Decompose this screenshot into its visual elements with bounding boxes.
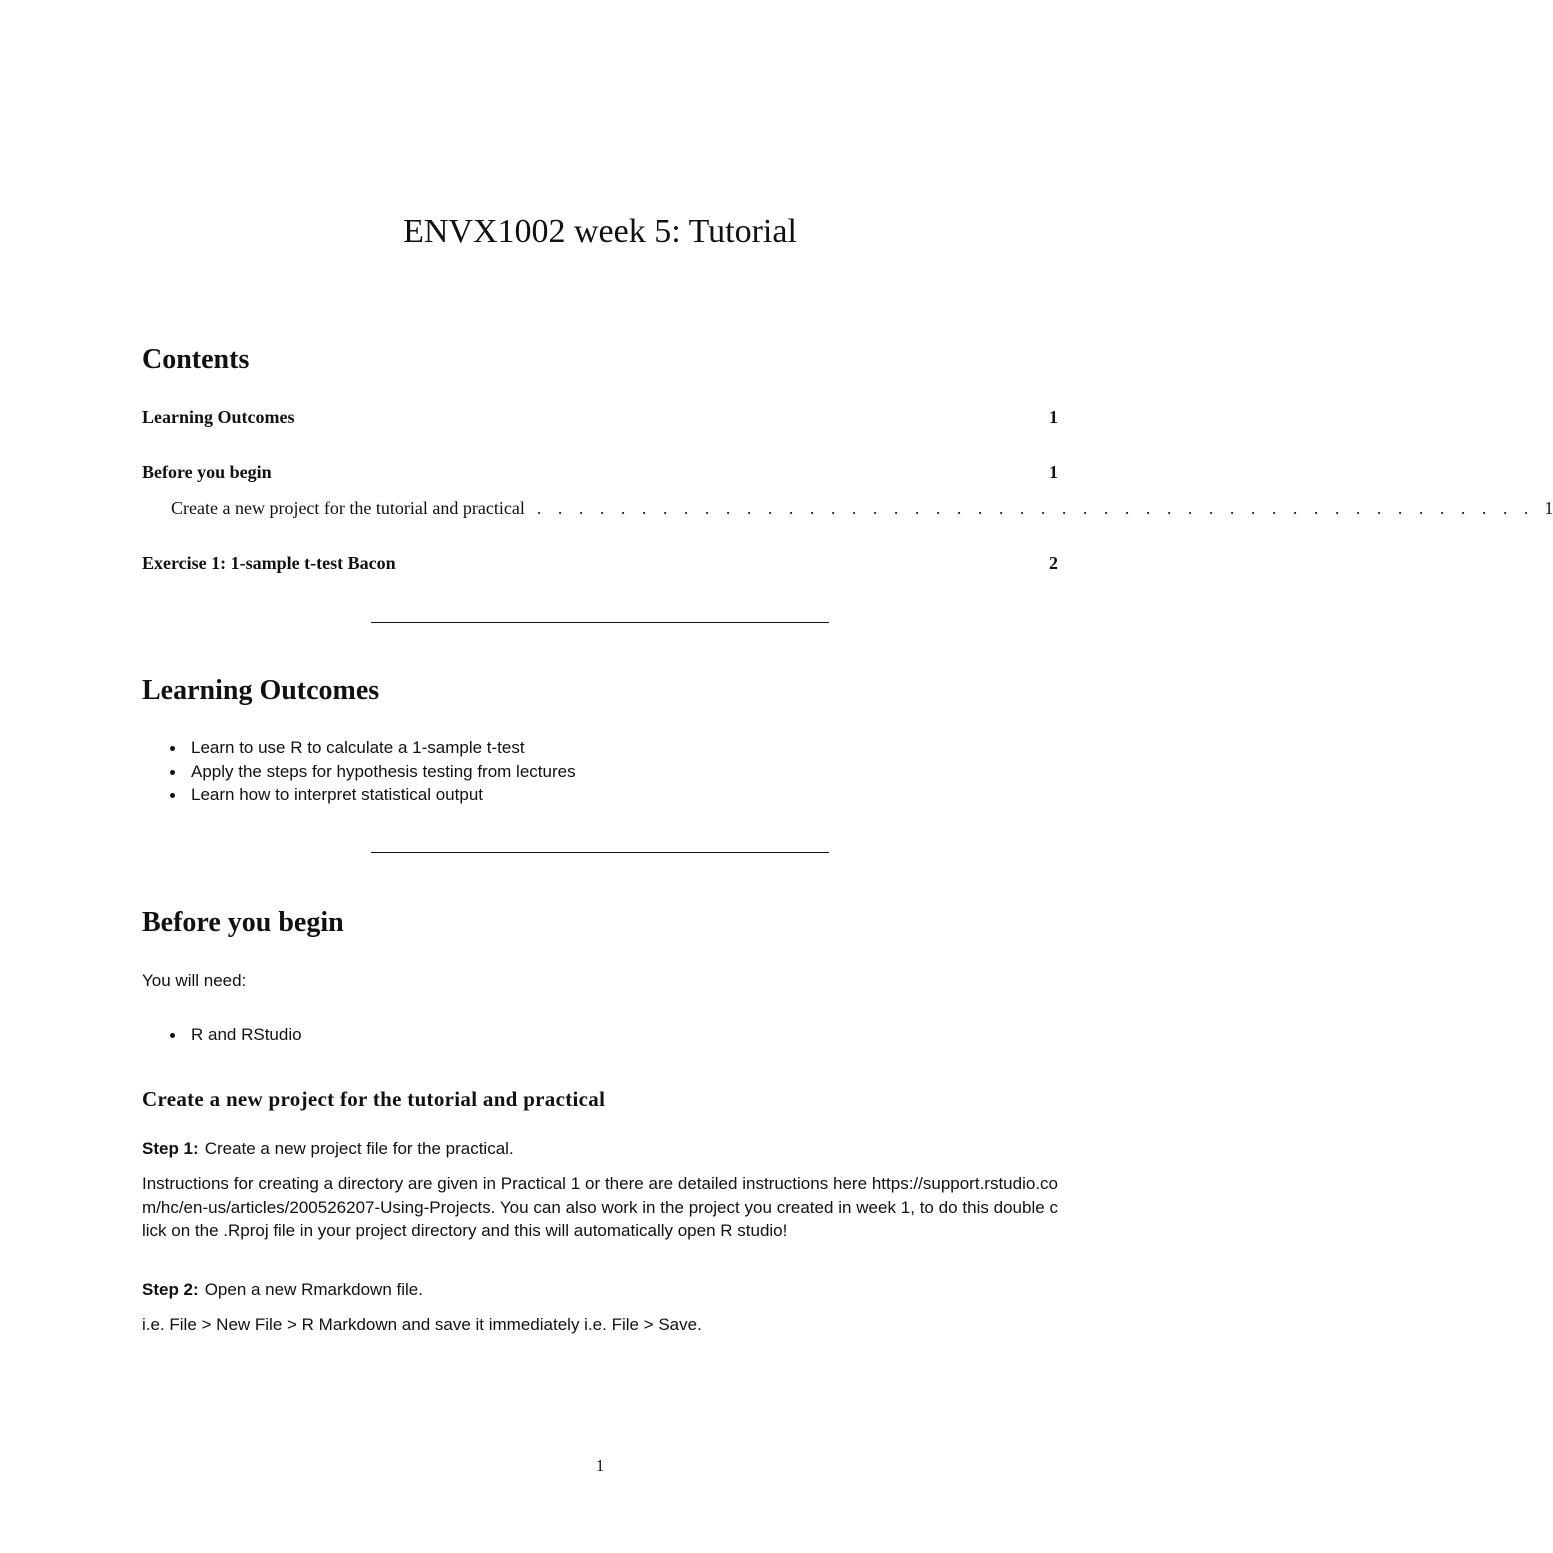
step-1-text: Create a new project file for the practical. — [204, 1139, 514, 1158]
toc-entry-page: 1 — [1049, 407, 1058, 427]
step-1-label: Step 1: — [142, 1139, 199, 1158]
learning-outcomes-heading: Learning Outcomes — [142, 675, 380, 706]
toc-entry-label: Exercise 1: 1-sample t-test Bacon — [142, 553, 396, 573]
list-item: Apply the steps for hypothesis testing from lectures — [168, 760, 576, 784]
section-divider — [371, 852, 829, 853]
document-page — [142, 0, 1553, 1553]
requirements-list — [168, 1023, 302, 1047]
instructions-paragraph: Instructions for creating a directory are given in Practical 1 or there are detailed instructions here https://support.rstudio.com/hc/en-us/articles/200526207-Using-Projects. You can also work in the project you created in week 1, to do this double click on the .Rproj file in your project directory and this will automatically open R studio! — [142, 1174, 1058, 1240]
toc-entry-page: 2 — [1049, 553, 1058, 573]
step-2-detail: i.e. File > New File > R Markdown and save it immediately i.e. File > Save. — [142, 1315, 702, 1334]
before-you-begin-heading: Before you begin — [142, 907, 344, 938]
learning-outcomes-list — [168, 736, 576, 807]
list-item: R and RStudio — [168, 1023, 302, 1047]
toc-entry-page: 1 — [1544, 498, 1553, 518]
step-2-label: Step 2: — [142, 1280, 199, 1299]
create-project-heading: Create a new project for the tutorial and practical — [142, 1087, 606, 1111]
toc-heading: Contents — [142, 344, 250, 375]
step-2-paragraph — [142, 1278, 1058, 1302]
toc-entry-create-project[interactable] — [142, 496, 1553, 520]
toc-entry-exercise-1[interactable] — [142, 551, 1058, 575]
section-divider — [371, 622, 829, 623]
before-you-begin-intro: You will need: — [142, 971, 247, 990]
toc-entry-label: Learning Outcomes — [142, 407, 295, 427]
toc-entry-page: 1 — [1049, 462, 1058, 482]
list-item: Learn how to interpret statistical output — [168, 783, 576, 807]
step-1-paragraph — [142, 1137, 1058, 1161]
toc-entry-label: Before you begin — [142, 462, 272, 482]
list-item: Learn to use R to calculate a 1-sample t-test — [168, 736, 576, 760]
toc-leader-dots: . . . . . . . . . . . . . . . . . . . . . . . . . . . . . . . . . . . . . . . . . . . . . . . . — [536, 498, 1535, 518]
toc-entry-before-you-begin[interactable] — [142, 460, 1058, 484]
toc-entry-learning-outcomes[interactable] — [142, 405, 1058, 429]
step-2-text: Open a new Rmarkdown file. — [204, 1280, 423, 1299]
document-title: ENVX1002 week 5: Tutorial — [403, 213, 797, 250]
toc-entry-label: Create a new project for the tutorial and practical — [171, 498, 525, 518]
page-number: 1 — [595, 1456, 605, 1475]
